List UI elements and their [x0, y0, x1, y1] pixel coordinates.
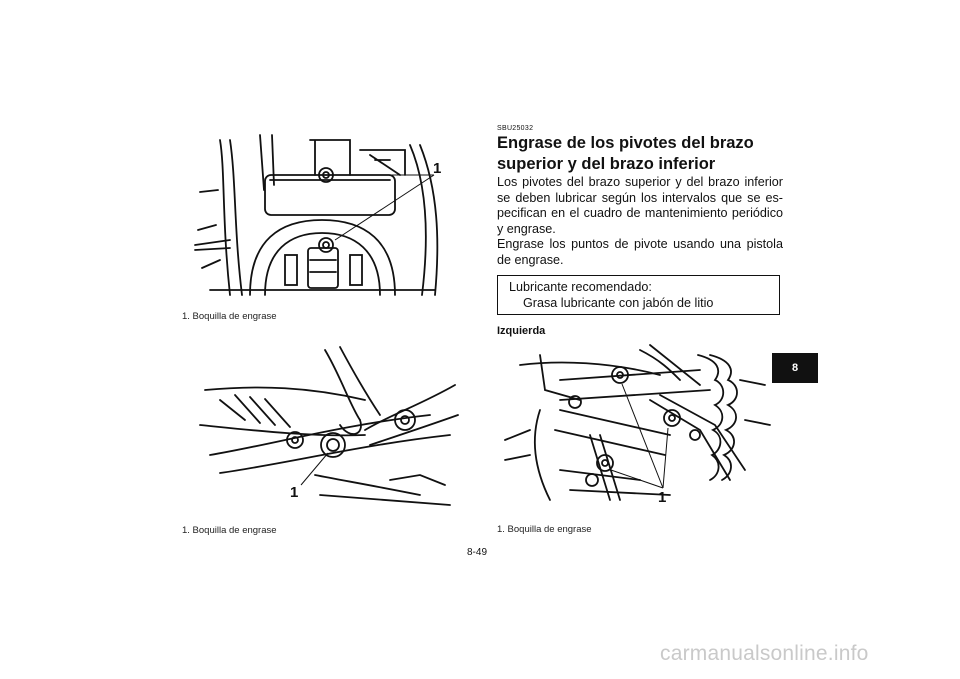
- page-number: 8-49: [467, 547, 488, 558]
- watermark: carmanualsonline.info: [660, 642, 869, 665]
- body-paragraph: Los pivotes del brazo superior y del brazo inferior se deben lubricar según los intervalos que se es-pecifican en el cuadro de mantenimiento periódico y engrase.: [497, 175, 783, 236]
- upper-arm-drawing: [190, 130, 455, 300]
- illustration-lower-arm-pivot: [190, 345, 465, 510]
- lubricant-label: Lubricante recomendado:: [509, 280, 652, 294]
- left-side-drawing: [500, 340, 775, 515]
- figure-caption: 1. Boquilla de engrase: [182, 525, 277, 536]
- illustration-left-side-pivots: [500, 340, 775, 515]
- figure-caption: 1. Boquilla de engrase: [182, 311, 277, 322]
- lubricant-box: [497, 275, 780, 315]
- callout-1: 1: [290, 484, 299, 501]
- callout-1: 1: [658, 489, 667, 506]
- lower-arm-drawing: [190, 345, 465, 510]
- section-tab: 8: [772, 353, 818, 383]
- illustration-upper-arm-pivot: [190, 130, 455, 300]
- callout-1: 1: [433, 160, 442, 177]
- section-title: Engrase de los pivotes del brazo superior y del brazo inferior: [497, 134, 754, 173]
- document-code: SBU25032: [497, 125, 534, 132]
- figure-caption: 1. Boquilla de engrase: [497, 524, 592, 535]
- body-paragraph: Engrase los puntos de pivote usando una pistola de engrase.: [497, 237, 783, 267]
- body-text: [497, 175, 783, 269]
- subheading: Izquierda: [497, 325, 546, 337]
- lubricant-value: Grasa lubricante con jabón de litio: [523, 296, 714, 310]
